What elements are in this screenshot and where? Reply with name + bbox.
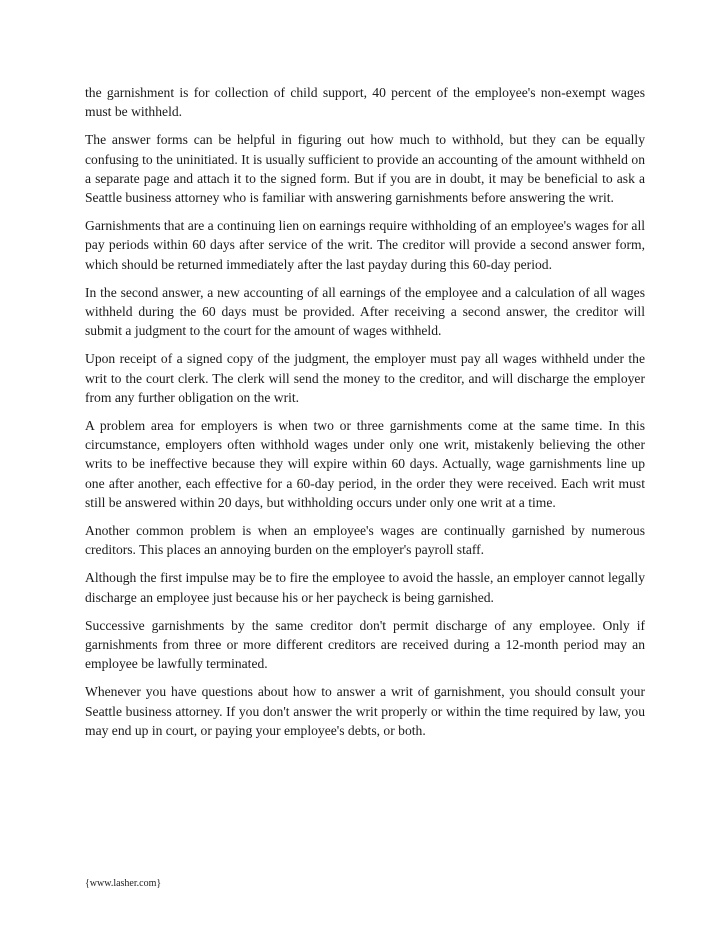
paragraph-consult-attorney: Whenever you have questions about how to answer a writ of garnishment, you should consult your Seattle business attorney. If you don't answer the writ properly or within the time required by law, you may end up in court, or paying your employee's debts, or both. (85, 684, 645, 738)
paragraph-child-support: the garnishment is for collection of child support, 40 percent of the employee's non-exempt wages must be withheld. (85, 85, 645, 120)
paragraph-second-answer: In the second answer, a new accounting of all earnings of the employee and a calculation of all wages withheld during the 60 days must be provided. After receiving a second answer, the creditor will submit a judgment to the court for the amount of wages withheld. (85, 284, 645, 339)
document-body (85, 83, 645, 749)
footer-website: {www.lasher.com} (85, 878, 162, 889)
paragraph-multiple-garnishments: A problem area for employers is when two or three garnishments come at the same time. In this circumstance, employers often withhold wages under only one writ, mistakenly believing the other writs to be ineffective because they will expire within 60 days. Actually, wage garnishments line up one after another, each effective for a 60-day period, in the order they were received. Each writ must still be answered within 20 days, but withholding occurs under only one writ at a time. (85, 418, 645, 510)
paragraph-signed-judgment: Upon receipt of a signed copy of the judgment, the employer must pay all wages withheld under the writ to the court clerk. The clerk will send the money to the creditor, and will discharge the employer from any further obligation on the writ. (85, 351, 645, 405)
paragraph-continuing-lien: Garnishments that are a continuing lien on earnings require withholding of an employee's wages for all pay periods within 60 days after service of the writ. The creditor will provide a second answer form, which should be returned immediately after the last payday during this 60-day period. (85, 218, 646, 272)
paragraph-numerous-creditors: Another common problem is when an employee's wages are continually garnished by numerous creditors. This places an annoying burden on the employer's payroll staff. (85, 523, 645, 558)
paragraph-successive-garnishments: Successive garnishments by the same creditor don't permit discharge of any employee. Only if garnishments from three or more different creditors are received during a 12-month period may an employee be lawfully terminated. (85, 617, 645, 672)
paragraph-discharge-impulse: Although the first impulse may be to fire the employee to avoid the hassle, an employer cannot legally discharge an employee just because his or her paycheck is being garnished. (85, 570, 645, 605)
paragraph-answer-forms: The answer forms can be helpful in figuring out how much to withhold, but they can be equally confusing to the uninitiated. It is usually sufficient to provide an accounting of the amount withheld on a separate page and attach it to the signed form. But if you are in doubt, it may be beneficial to ask a Seattle business attorney who is familiar with answering garnishments before answering the writ. (85, 132, 645, 206)
